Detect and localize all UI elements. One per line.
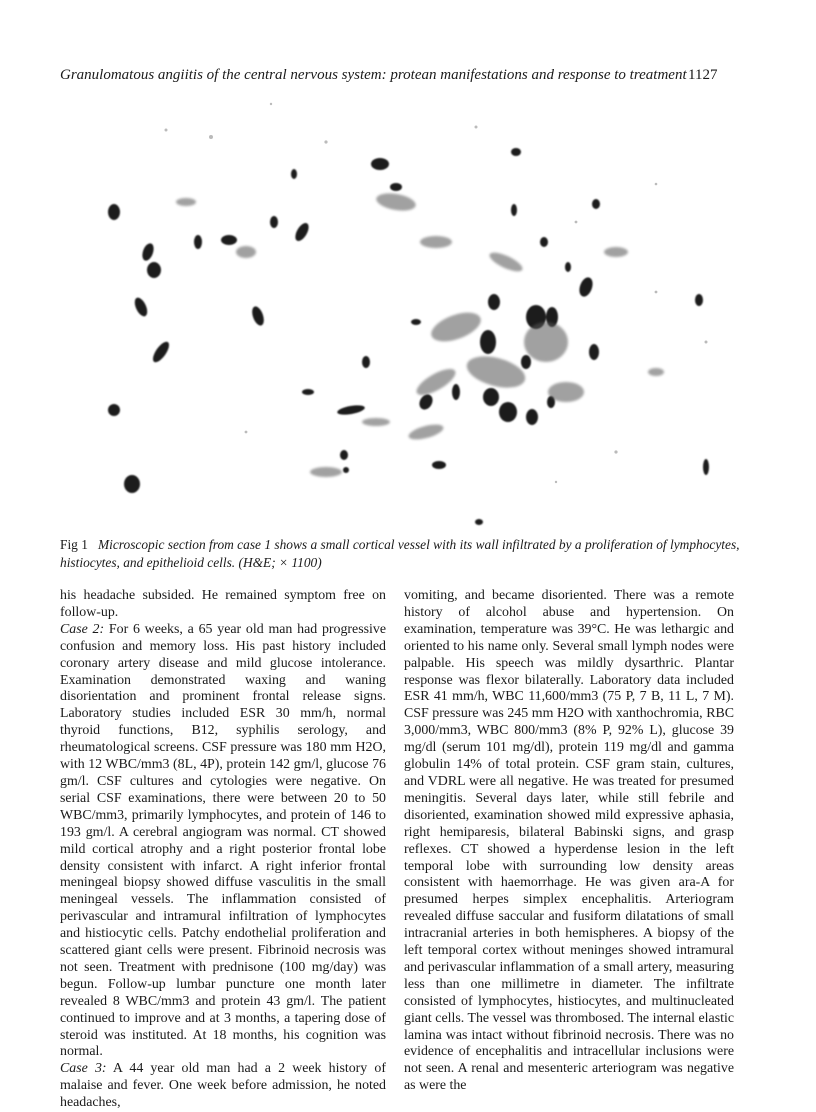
figure-label: Fig 1 <box>60 537 88 552</box>
running-title: Granulomatous angiitis of the central nervous system: protean manifestations and response to treatment <box>60 67 687 83</box>
case-3-paragraph <box>60 1061 386 1112</box>
case-3-text: A 44 year old man had a 2 week history of malaise and fever. One week before admission, he noted headaches, <box>60 1061 386 1111</box>
case-3-label: Case 3: <box>60 1061 107 1077</box>
case-3-continuation: vomiting, and became disoriented. There was a remote history of alcohol abuse and hypertension. On examination, temperature was 39°C. He was lethargic and oriented to his name only. Several small lymph nodes were palpable. His speech was mildly dysarthric. Plantar response was flexor bilaterally. Laboratory data included ESR 41 mm/h, WBC 11,600/mm3 (75 P, 7 B, 11 L, 7 M). CSF pressure was 245 mm H2O with xanthochromia, RBC 3,000/mm3, WBC 800/mm3 (8% P, 92% L), glucose 39 mg/dl (serum 101 mg/dl), protein 119 mg/dl and gamma globulin 14% of total protein. CSF gram stain, cultures, and VDRL were all negative. He was treated for presumed meningitis. Several days later, while still febrile and disoriented, examination showed mild expressive aphasia, right hemiparesis, bilateral Babinski signs, and grasp reflexes. CT showed a hyperdense lesion in the left temporal lobe with surrounding low density areas consistent with haemorrhage. He was given ara-A for presumed herpes simplex encephalitis. Arteriogram revealed diffuse saccular and fusiform dilatations of small intracranial arteries in both hemispheres. A biopsy of the left temporal cortex without meninges showed intramural and perivascular inflammation of a small artery, measuring less than one millimetre in diameter. The infiltrate consisted of lymphocytes, histiocytes, and multinucleated giant cells. The vessel was thrombosed. The internal elastic lamina was intact without fibrinoid necrosis. There was no evidence of encephalitis and intracellular inclusions were not seen. A renal and mesenteric arteriogram was negative as were the <box>404 588 734 1094</box>
page-number: 1127 <box>688 67 718 83</box>
running-header <box>60 66 760 84</box>
paragraph-continuation: his headache subsided. He remained symptom free on follow-up. <box>60 588 386 620</box>
case-2-label: Case 2: <box>60 621 105 637</box>
case-2-text: For 6 weeks, a 65 year old man had progressive confusion and memory loss. His past history included coronary artery disease and mild glucose intolerance. Examination demonstrated waxing and waning disorientation and prominent frontal release signs. Laboratory studies included ESR 30 mm/h, normal thyroid functions, B12, syphilis serology, and rheumatological screens. CSF pressure was 180 mm H2O, with 12 WBC/mm3 (8L, 4P), protein 142 gm/l, glucose 76 gm/l. CSF cultures and cytologies were negative. On serial CSF examinations, there were between 20 to 50 WBC/mm3, primarily lymphocytes, and protein of 146 to 193 gm/l. A cerebral angiogram was normal. CT showed mild cortical atrophy and a right posterior frontal lobe density consistent with infarct. A right inferior frontal meningeal biopsy showed diffuse vasculitis in the small meningeal vessels. The inflammation consisted of perivascular and intramural infiltration of lymphocytes and histiocytic cells. Patchy endothelial proliferation and scattered giant cells were present. Fibrinoid necrosis was not seen. Treatment with prednisone (100 mg/day) was begun. Follow-up lumbar puncture one month later revealed 8 WBC/mm3 and protein 43 gm/l. The patient continued to improve and at 3 months, a tapering dose of steroid was instituted. At 18 months, his cognition was normal. <box>60 621 386 1060</box>
case-2-paragraph <box>60 622 386 1062</box>
left-column <box>60 588 386 1112</box>
micrograph-figure <box>96 92 728 532</box>
figure-caption <box>60 536 768 571</box>
figure-caption-text: Microscopic section from case 1 shows a small cortical vessel with its wall infiltrated by a proliferation of lymphocytes, histiocytes, and epithelioid cells. (H&E; × 1100) <box>60 537 740 570</box>
right-column <box>404 588 734 1095</box>
micrograph-image <box>96 92 728 532</box>
